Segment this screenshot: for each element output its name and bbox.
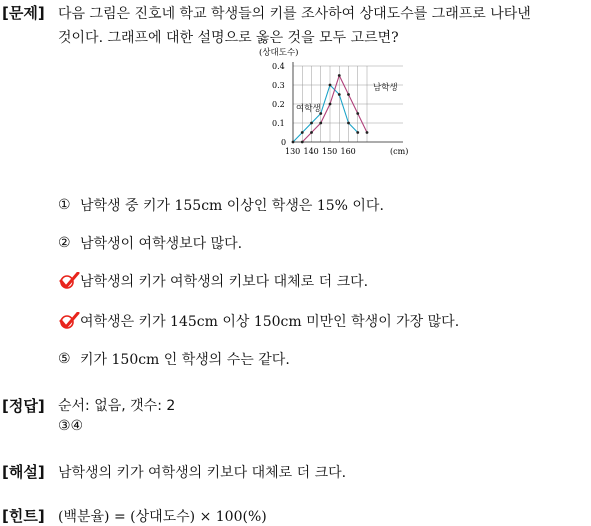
option-text: 키가 150cm 인 학생의 수는 같다. (80, 352, 290, 368)
hint-label: [힌트] (2, 507, 45, 525)
x-tick-label: 140 (303, 147, 319, 156)
explanation-text: 남학생의 키가 여학생의 키보다 대체로 더 크다. (58, 465, 347, 481)
y-tick-label: 0.1 (272, 119, 285, 128)
answer-option[interactable] (58, 233, 242, 253)
question-text-line2: 것이다. 그래프에 대한 설명으로 옳은 것을 모두 고르면? (58, 30, 399, 46)
legend-boys: 남학생 (373, 83, 398, 93)
chart-ylabel: (상대도수) (259, 48, 299, 58)
answer-line1: 순서: 없음, 갯수: 2 (58, 398, 176, 414)
y-tick-label: 0.4 (272, 62, 285, 71)
data-point-boys (347, 93, 350, 96)
y-tick-label: 0.3 (272, 81, 285, 90)
data-point-boys (338, 74, 341, 77)
option-number: ② (58, 235, 71, 251)
answer-label: [정답] (2, 397, 45, 415)
question-text-line1: 다음 그림은 진호네 학교 학생들의 키를 조사하여 상대도수를 그래프로 나타낸 (58, 6, 531, 22)
data-point-girls (347, 122, 350, 125)
data-point-boys (329, 103, 332, 106)
data-point-boys (319, 122, 322, 125)
x-tick-label: 160 (340, 147, 356, 156)
answer-option[interactable] (58, 195, 384, 215)
option-text: 남학생의 키가 여학생의 키보다 대체로 더 크다. (80, 274, 369, 290)
answer-option[interactable] (58, 311, 459, 331)
data-point-girls (356, 131, 359, 134)
answer-line2: ③④ (58, 418, 84, 434)
answer-option[interactable] (58, 349, 290, 369)
data-point-boys (301, 141, 304, 144)
relative-frequency-chart (255, 44, 415, 159)
x-tick-label: 130 (285, 147, 301, 156)
data-point-boys (310, 131, 313, 134)
data-point-boys (356, 112, 359, 115)
legend-girls: 여학생 (296, 104, 321, 114)
data-point-girls (292, 141, 295, 144)
x-tick-label: 150 (322, 147, 338, 156)
answer-option[interactable] (58, 271, 368, 291)
y-tick-label: 0.2 (272, 100, 285, 109)
chart-xunit: (cm) (390, 147, 409, 156)
explanation-label: [해설] (2, 463, 45, 481)
data-point-girls (338, 93, 341, 96)
checkmark-icon (58, 312, 80, 330)
data-point-girls (310, 122, 313, 125)
y-tick-label: 0 (281, 138, 287, 147)
hint-text: (백분율) = (상대도수) × 100(%) (58, 509, 267, 525)
data-point-girls (301, 131, 304, 134)
option-text: 남학생이 여학생보다 많다. (80, 236, 243, 252)
option-text: 남학생 중 키가 155cm 이상인 학생은 15% 이다. (80, 198, 384, 214)
question-label: [문제] (2, 4, 45, 22)
data-point-boys (366, 131, 369, 134)
checkmark-icon (58, 272, 80, 290)
data-point-girls (329, 84, 332, 87)
option-number: ⑤ (58, 351, 71, 367)
chart-axes (293, 62, 403, 142)
option-number: ① (58, 197, 71, 213)
option-text: 여학생은 키가 145cm 이상 150cm 미만인 학생이 가장 많다. (80, 314, 460, 330)
